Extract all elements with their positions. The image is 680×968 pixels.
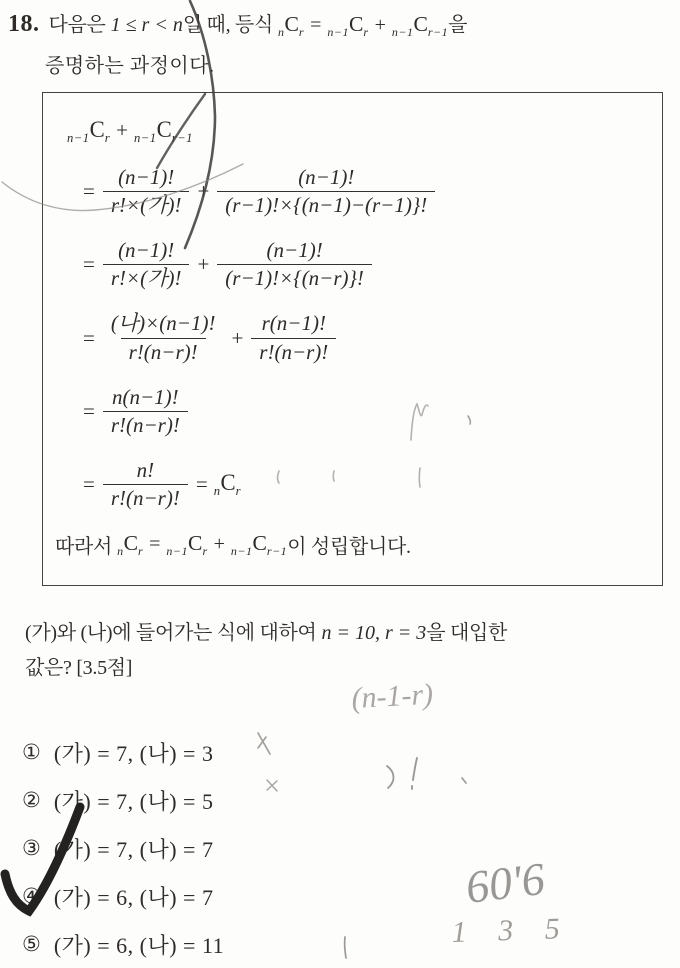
choice-1: [22, 737, 224, 767]
question-substitution: n = 10, r = 3: [321, 622, 427, 644]
plus-sign: +: [197, 252, 210, 277]
choice-4-text: (가) = 6, (나) = 7: [53, 884, 214, 910]
subscript: n−1: [133, 130, 157, 145]
statement-mid: 일 때, 등식: [182, 14, 274, 36]
fraction: [103, 237, 190, 293]
equals-sign: =: [195, 472, 208, 497]
question-line-2: 값은? [3.5점]: [25, 657, 133, 679]
subscript: n: [278, 25, 285, 39]
denominator: r!(n−r)!: [103, 484, 188, 512]
numerator: (n−1)!: [266, 237, 323, 262]
answer-choices: [22, 737, 224, 959]
plus-sign: +: [374, 14, 386, 36]
statement-suffix: 을: [448, 14, 468, 36]
combination-symbol: C: [284, 12, 299, 36]
plus-sign: +: [231, 325, 244, 350]
identity-expression: [278, 12, 448, 40]
handwritten-note-calc: 60'6: [463, 852, 548, 913]
subscript: r: [298, 25, 305, 39]
proof-line-3: [77, 237, 650, 293]
fraction: [103, 457, 188, 513]
equals-sign: =: [83, 252, 95, 277]
denominator: r!×(가)!: [103, 264, 190, 292]
numerator: (n−1)!: [118, 237, 175, 262]
plus-sign: +: [213, 532, 225, 555]
statement-pre: 다음은: [48, 14, 106, 36]
statement-line-1: [8, 8, 676, 40]
fraction: [103, 310, 224, 366]
equals-sign: =: [83, 398, 95, 423]
question-post: 을 대입한: [426, 622, 508, 644]
combination-symbol: C: [252, 530, 267, 555]
pencil-tick-bottom: [345, 937, 346, 958]
subscript: r: [363, 25, 369, 39]
numerator: r(n−1)!: [261, 311, 326, 336]
choice-2-marker: ②: [22, 788, 41, 812]
choice-5: [22, 929, 224, 959]
combination-symbol: C: [123, 530, 138, 555]
question-line-1: [25, 616, 670, 651]
denominator: (r−1)!×{(n−1)−(r−1)}!: [217, 191, 435, 219]
denominator: r!(n−r)!: [251, 338, 336, 366]
proof-line-6: [77, 457, 650, 513]
combination-symbol: C: [220, 470, 236, 496]
identity-expression: [117, 531, 287, 559]
fraction: [217, 164, 435, 220]
equals-sign: =: [83, 178, 95, 203]
comb-sum-expression: [67, 117, 193, 146]
subscript: n: [213, 484, 221, 499]
choice-3: [22, 833, 224, 863]
equals-sign: =: [83, 472, 95, 497]
comb-result: [214, 470, 241, 499]
subscript: n−1: [67, 130, 90, 145]
fraction: [217, 237, 372, 293]
handwritten-note-expression: (n-1-r): [350, 677, 434, 715]
equals-sign: =: [310, 14, 322, 36]
choice-5-text: (가) = 6, (나) = 11: [53, 932, 225, 958]
subscript: r−1: [171, 130, 193, 145]
plus-sign: +: [116, 117, 128, 142]
equals-sign: =: [83, 325, 95, 350]
pencil-x-mark-choice-1: [258, 733, 270, 754]
fraction: [103, 164, 190, 220]
denominator: r!×(가)!: [103, 191, 190, 219]
combination-symbol: C: [348, 12, 364, 36]
choice-3-text: (가) = 7, (나) = 7: [53, 836, 214, 862]
choice-1-marker: ①: [22, 740, 41, 764]
numerator: n(n−1)!: [112, 384, 179, 409]
problem-number: 18.: [8, 11, 40, 37]
numerator: (n−1)!: [118, 164, 175, 189]
subscript: r: [202, 543, 208, 558]
subscript: r: [235, 484, 242, 499]
proof-box: [42, 92, 663, 586]
conclusion-post: 이 성립합니다.: [287, 536, 411, 559]
inequality: 1 ≤ r < n: [110, 14, 183, 36]
combination-symbol: C: [413, 12, 428, 36]
subscript: n−1: [391, 25, 414, 39]
subscript: r: [137, 543, 144, 558]
numerator: (나)×(n−1)!: [110, 311, 216, 336]
question-pre: (가)와 (나)에 들어가는 식에 대하여: [25, 622, 317, 644]
proof-line-1: [67, 117, 650, 146]
denominator: r!(n−r)!: [121, 338, 206, 366]
choice-2-text: (가) = 7, (나) = 5: [53, 788, 214, 814]
subscript: n: [117, 543, 124, 558]
equals-sign: =: [149, 532, 161, 555]
conclusion-pre: 따라서: [55, 536, 113, 559]
proof-conclusion: [55, 530, 650, 559]
choice-1-text: (가) = 7, (나) = 3: [53, 740, 214, 766]
denominator: (r−1)!×{(n−r)}!: [217, 264, 372, 292]
choice-4: [22, 881, 224, 911]
pencil-paren-mark: [387, 766, 394, 788]
denominator: r!(n−r)!: [103, 411, 188, 439]
combination-symbol: C: [89, 116, 105, 142]
handwritten-note-digits: 1 3 5: [451, 911, 573, 949]
numerator: (n−1)!: [298, 164, 355, 189]
subscript: n−1: [230, 543, 253, 558]
choice-3-marker: ③: [22, 836, 41, 860]
subscript: r−1: [266, 543, 288, 558]
proof-line-2: [77, 164, 650, 220]
numerator: n!: [136, 457, 155, 482]
proof-line-4: [77, 310, 650, 366]
proof-line-5: [77, 384, 650, 440]
fraction: [103, 384, 188, 440]
choice-2: [22, 785, 224, 815]
subscript: n−1: [327, 25, 349, 39]
pencil-x-mark-choice-2: [267, 780, 277, 791]
plus-sign: +: [197, 178, 210, 203]
pencil-dot-mark: [462, 778, 466, 783]
statement-line-2: 증명하는 과정이다.: [45, 55, 215, 77]
subscript: r−1: [427, 25, 449, 39]
combination-symbol: C: [156, 116, 172, 142]
subscript: r: [104, 130, 111, 145]
choice-5-marker: ⑤: [22, 932, 41, 956]
question-text: [25, 616, 670, 686]
fraction: [251, 310, 336, 366]
pencil-exclamation-mark: [412, 758, 417, 789]
choice-4-marker: ④: [22, 884, 41, 908]
problem-statement: [8, 8, 676, 78]
combination-symbol: C: [188, 530, 203, 555]
subscript: n−1: [166, 543, 189, 558]
